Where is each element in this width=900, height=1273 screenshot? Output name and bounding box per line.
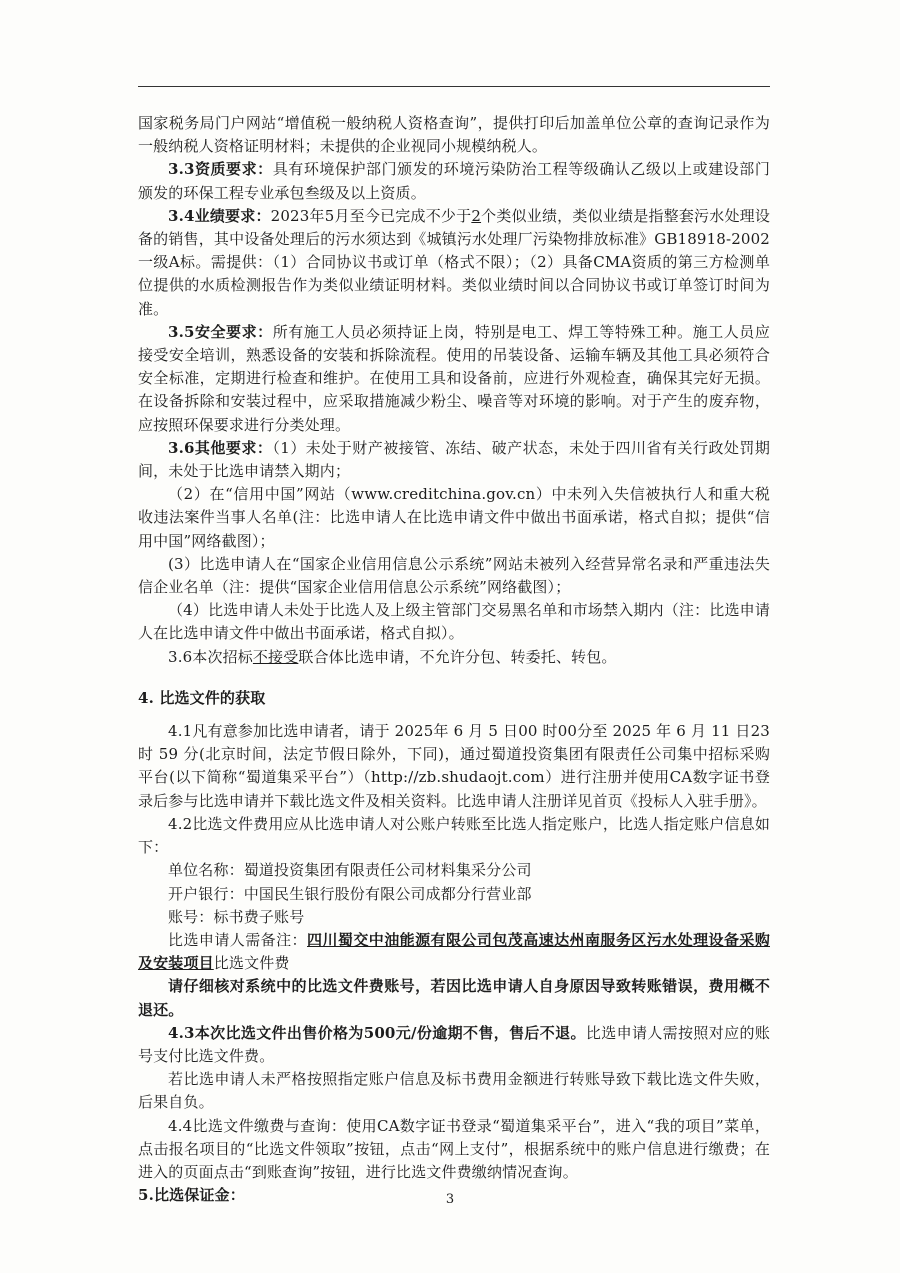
document-body bbox=[138, 112, 770, 1207]
text-3-6b-b: 联合体比选申请，不允许分包、转委托、转包。 bbox=[298, 647, 617, 666]
text-3-4-b: 个类似业绩，类似业绩是指整套污水处理设备的销售，其中设备处理后的污水须达到《城镇污水处理厂污染物排放标准》GB18918-2002一级A标。需提供：（1）合同协议书或订单（格式不限）；（2）具备CMA资质的第三方检测单位提供的水质检测报告作为类似业绩证明材料。类似业绩时间以合同协议书或订单签订时间为准。 bbox=[138, 206, 771, 318]
paragraph-taxpayer: 国家税务局门户网站“增值税一般纳税人资格查询”，提供打印后加盖单位公章的查询记录作为一般纳税人资格证明材料；未提供的企业视同小规模纳税人。 bbox=[138, 114, 770, 156]
account-number: 账号：标书费子账号 bbox=[168, 907, 305, 926]
paragraph-3-6-consortium bbox=[138, 646, 770, 669]
paragraph-3-3 bbox=[138, 158, 770, 204]
paragraph-4-4: 4.4比选文件缴费与查询：使用CA数字证书登录“蜀道集采平台”，进入“我的项目”菜单，点击报名项目的“比选文件领取”按钮，点击“网上支付”，根据系统中的账户信息进行缴费；在进入的页面点击“到账查询”按钮，进行比选文件费缴纳情况查询。 bbox=[138, 1116, 770, 1181]
paragraph-3-5 bbox=[138, 321, 770, 437]
paragraph-warning bbox=[138, 975, 770, 1021]
paragraph-3-4 bbox=[138, 205, 770, 321]
paragraph-3-6-item-4: （4）比选申请人未处于比选人及上级主管部门交易黑名单和市场禁入期内（注：比选申请人在比选申请文件中做出书面承诺，格式自拟）。 bbox=[138, 601, 770, 643]
text-3-6: （1）未处于财产被接管、冻结、破产状态，未处于四川省有关行政处罚期间，未处于比选申请禁入期内； bbox=[138, 438, 771, 481]
text-3-3: 具有环境保护部门颁发的环境污染防治工程等级确认乙级以上或建设部门颁发的环保工程专业承包叁级及以上资质。 bbox=[138, 160, 770, 202]
paragraph-3-6 bbox=[138, 437, 770, 483]
warning-text: 请仔细核对系统中的比选文件费账号，若因比选申请人自身原因导致转账错误，费用概不退还。 bbox=[138, 977, 770, 1019]
text-3-6b-a: 3.6本次招标 bbox=[168, 647, 253, 666]
label-3-6: 3.6其他要求： bbox=[168, 438, 273, 457]
paragraph-4-1: 4.1凡有意参加比选申请者，请于 2025年 6 月 5 日00 时00分至 2025 年 6 月 11 日23 时 59 分(北京时间，法定节假日除外，下同)，通过蜀道投资集团有限责任公司集中招标采购平台(以下简称“蜀道集采平台”）（http://zb.shudaojt.com）进行注册并使用CA数字证书登录后参与比选申请并下载比选文件及相关资料。比选申请人注册详见首页《投标人入驻手册》。 bbox=[138, 722, 770, 810]
label-3-3: 3.3资质要求： bbox=[168, 160, 273, 179]
paragraph-3-6-item-2: （2）在“信用中国”网站（www.creditchina.gov.cn）中未列入失信被执行人和重大税收违法案件当事人名单(注：比选申请人在比选申请文件中做出书面承诺，格式自拟；提供“信用中国”网络截图）； bbox=[138, 485, 770, 550]
label-3-5: 3.5安全要求： bbox=[168, 322, 273, 341]
remark-suffix: 比选文件费 bbox=[213, 954, 290, 973]
text-3-4-num: 2 bbox=[471, 206, 482, 225]
text-4-3-rest: 比选申请人需按照对应的账号支付比选文件费。 bbox=[138, 1023, 770, 1065]
paragraph-remark bbox=[138, 929, 770, 975]
account-bank: 开户银行：中国民生银行股份有限公司成都分行营业部 bbox=[168, 884, 532, 903]
account-name: 单位名称：蜀道投资集团有限责任公司材料集采分公司 bbox=[168, 861, 532, 880]
paragraph-3-6-item-3: (3）比选申请人在“国家企业信用信息公示系统”网站未被列入经营异常名录和严重违法失信企业名单（注：提供“国家企业信用信息公示系统”网络截图）； bbox=[138, 554, 770, 597]
remark-prefix: 比选申请人需备注： bbox=[168, 930, 307, 949]
remark-project-name: 四川蜀交中油能源有限公司包茂高速达州南服务区污水处理设备采购及安装项目 bbox=[138, 930, 770, 973]
section-heading-5: 5.比选保证金： bbox=[138, 1186, 245, 1205]
paragraph-4-3-note: 若比选申请人未严格按照指定账户信息及标书费用金额进行转账导致下载比选文件失败，后果自负。 bbox=[138, 1070, 770, 1112]
paragraph-4-3 bbox=[138, 1022, 770, 1068]
label-3-4: 3.4业绩要求： bbox=[168, 206, 271, 225]
header-rule bbox=[138, 86, 770, 87]
paragraph-4-2: 4.2比选文件费用应从比选申请人对公账户转账至比选人指定账户，比选人指定账户信息如下： bbox=[138, 814, 770, 857]
price-text: 4.3本次比选文件出售价格为500元/份逾期不售，售后不退。 bbox=[168, 1023, 586, 1042]
page-number: 3 bbox=[445, 1192, 455, 1207]
section-heading-4: 4. 比选文件的获取 bbox=[138, 688, 266, 707]
text-3-6b-underline: 不接受 bbox=[252, 647, 299, 666]
text-3-5: 所有施工人员必须持证上岗，特别是电工、焊工等特殊工种。施工人员应接受安全培训，熟悉设备的安装和拆除流程。使用的吊装设备、运输车辆及其他工具必须符合安全标准，定期进行检查和维护。在使用工具和设备前，应进行外观检查，确保其完好无损。在设备拆除和安装过程中，应采取措施减少粉尘、噪音等对环境的影响。对于产生的废弃物，应按照环保要求进行分类处理。 bbox=[138, 322, 770, 434]
text-3-4-a: 2023年5月至今已完成不少于 bbox=[270, 206, 472, 225]
